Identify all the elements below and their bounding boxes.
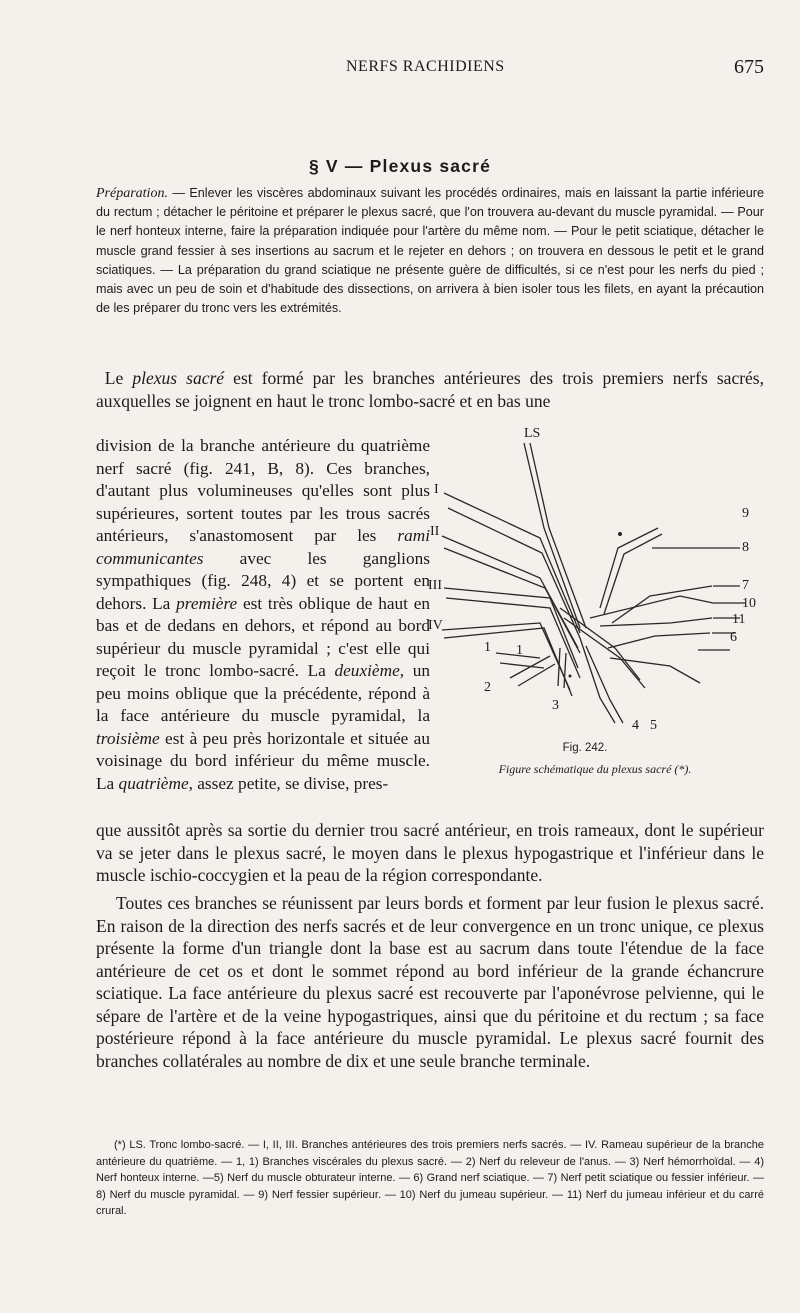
p1-text: avec les ganglions sympathiques (fig. 248, 4) et se portent en dehors. La xyxy=(96,548,430,613)
figure-label-9: 9 xyxy=(742,506,749,521)
page-number: 675 xyxy=(734,56,764,78)
p1-italic: deuxième xyxy=(334,661,400,680)
p1-italic: plexus sacré xyxy=(132,368,225,388)
figure-label-root-1: I xyxy=(434,482,439,497)
p1-text: est à peu près horizontale et située au voisinage du bord inférieur du même muscle. La xyxy=(96,728,430,793)
figure-label-ls: LS xyxy=(524,426,541,441)
figure-label-11: 11 xyxy=(732,612,746,627)
section-title: § V — Plexus sacré xyxy=(308,156,492,176)
plexus-figure xyxy=(428,418,770,776)
p1-text: division de la branche antérieure du quatrième nerf sacré (fig. 241, B, 8). Ces branches, d'autant plus volumineuses qu'elles sont plus supérieures, sortent toutes par les trous sacrés antérieurs, s'anastomosent par les xyxy=(96,436,430,545)
paragraph-1-wrapped xyxy=(96,435,430,795)
figure-label-7: 7 xyxy=(742,578,749,593)
p1-text: , assez petite, se divise, pres- xyxy=(188,773,389,793)
p1-italic: rami communicantes xyxy=(96,526,430,568)
p1-text: , un peu moins oblique que la précédente, répond à la face antérieure du muscle pyramidal, la xyxy=(96,661,430,725)
figure-label-root-4: IV xyxy=(428,618,443,633)
figure-number: Fig. 242. xyxy=(562,742,608,754)
figure-label-2: 2 xyxy=(484,680,491,695)
p1-text: est très oblique de haut en bas et de dedans en dehors, et répond au bord supérieur du muscle pyramidal ; c'est elle qui reçoit le tronc lombo-sacré. La xyxy=(96,593,431,680)
running-head xyxy=(96,58,764,82)
p1-text: est formé par les branches antérieures des trois premiers nerfs sacrés, auxquelles se joignent en haut le tronc lombo-sacré et en bas une xyxy=(96,368,764,411)
paragraph-1-top xyxy=(96,367,764,412)
figure-label-5: 5 xyxy=(650,718,657,733)
paragraph-2: Toutes ces branches se réunissent par leurs bords et forment par leur fusion le plexus sacré. En raison de la direction des nerfs sacrés et de leur convergence en un tronc unique, ce plexus présente la forme d'un triangle dont la base est au sacrum dans toute l'étendue de la face antérieure de cet os et dont le sommet répond au bord inférieur de la grande échancrure sciatique. La face antérieure du plexus sacré est recouverte par l'aponévrose pelvienne, qui le sépare de l'artère et de la veine hypogastriques, ainsi que du péritoine et du rectum ; sa face postérieure répond à la face antérieure du muscle pyramidal. Le plexus sacré fournit des branches collatérales au nombre de dix et une seule branche terminale. xyxy=(96,893,764,1071)
figure-label-8: 8 xyxy=(742,540,749,555)
figure-label-1b: 1 xyxy=(516,643,523,658)
figure-label-4: 4 xyxy=(632,718,639,733)
figure-caption: Figure schématique du plexus sacré (*). xyxy=(498,762,692,776)
figure-label-root-2: II xyxy=(430,524,440,539)
running-title: NERFS RACHIDIENS xyxy=(346,58,505,75)
paragraph-1-bottom: que aussitôt après sa sortie du dernier trou sacré antérieur, en trois rameaux, dont le supérieur va se jeter dans le plexus sacré, le moyen dans le plexus hypogastrique et l'inférieur dans le muscle ischio-coccygien et la peau de la région correspondante. xyxy=(96,820,764,885)
p1-text: Le xyxy=(104,368,133,388)
figure-label-root-3: III xyxy=(428,578,442,593)
p1-italic: quatrième xyxy=(118,773,189,793)
preparation-lead: Préparation. xyxy=(96,186,168,201)
p1-italic: troisième xyxy=(96,728,160,748)
preparation-text: — Enlever les viscères abdominaux suivant les procédés ordinaires, mais en laissant la partie inférieure du rectum ; détacher le péritoine et préparer le plexus sacré, que l'on trouvera au-devant du muscle pyramidal. — Pour le nerf honteux interne, faire la préparation indiquée pour l'artère du même nom. — Pour le petit sciatique, détacher le muscle grand fessier à ses insertions au sacrum et le rejeter en dehors ; on trouvera en dessous le petit et le grand sciatiques. — La préparation du grand sciatique ne présente guère de difficultés, si ce n'est pour les nerfs du pied ; mais avec un peu de soin et d'habitude des dissections, on arrivera à bien isoler tous les filets, en ayant la précaution de les préparer du tronc vers les extrémités. xyxy=(96,186,764,316)
preparation-paragraph xyxy=(96,184,764,318)
p1-italic: première xyxy=(176,593,238,613)
footnote: (*) LS. Tronc lombo-sacré. — I, II, III. Branches antérieures des trois premiers nerfs sacrés. — IV. Rameau supérieur de la branche antérieure du quatrième. — 1, 1) Branches viscérales du plexus sacré. — 2) Nerf du releveur de l'anus. — 3) Nerf hémorrhoïdal. — 4) Nerf honteux interne. —5) Nerf du muscle obturateur interne. — 6) Grand nerf sciatique. — 7) Nerf petit sciatique ou fessier inférieur. — 8) Nerf du muscle pyramidal. — 9) Nerf fessier supérieur. — 10) Nerf du jumeau supérieur. — 11) Nerf du jumeau inférieur et du carré crural. xyxy=(96,1139,764,1217)
figure-label-10: 10 xyxy=(742,596,756,611)
figure-label-1: 1 xyxy=(484,640,491,655)
figure-label-3: 3 xyxy=(552,698,559,713)
figure-label-6: 6 xyxy=(730,630,737,645)
